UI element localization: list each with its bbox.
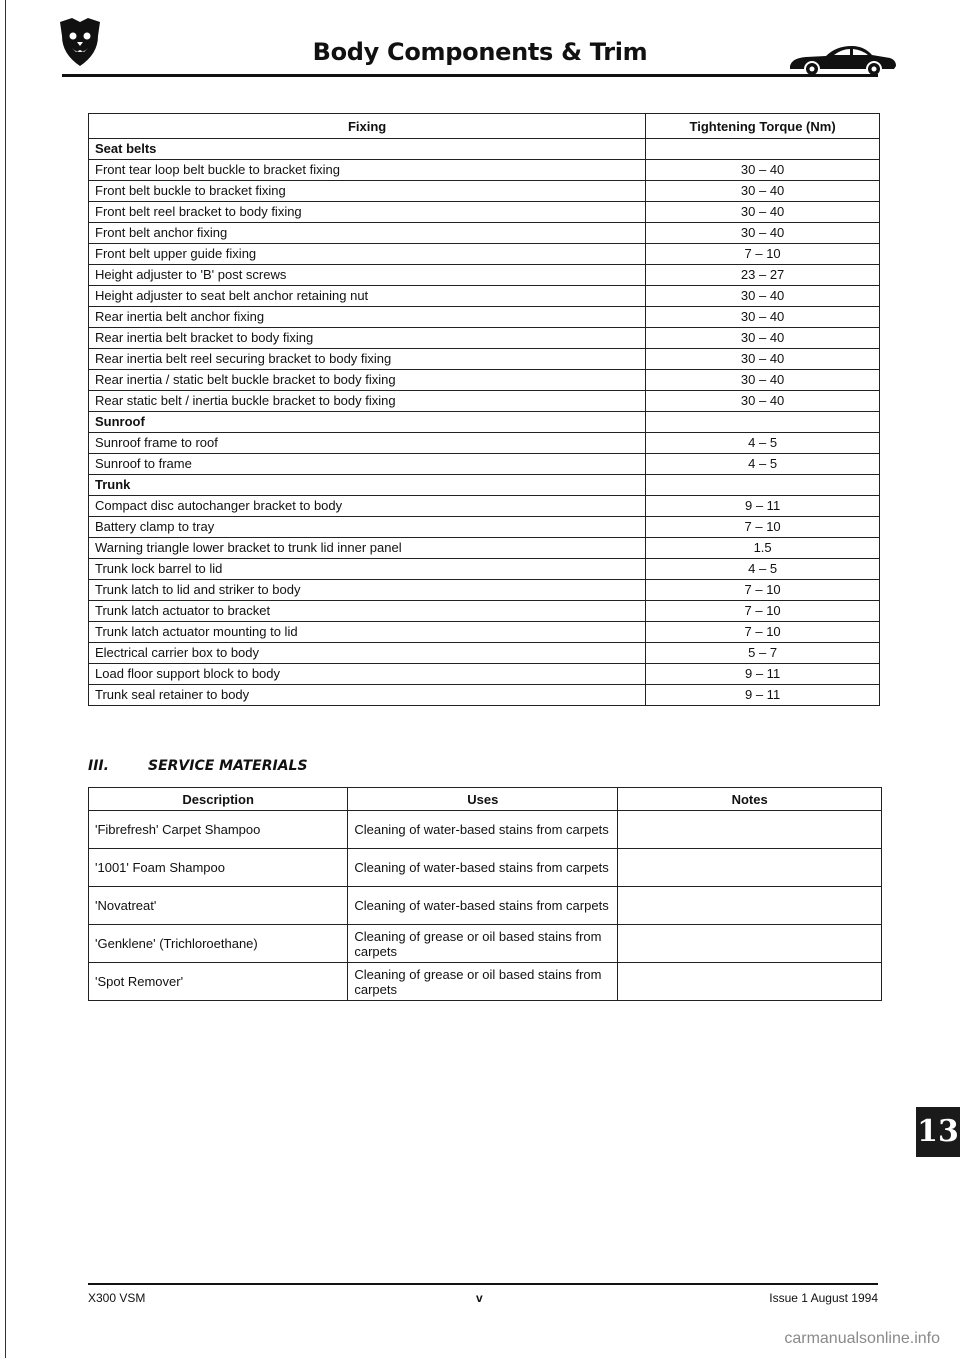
notes-cell [618, 811, 882, 849]
materials-table-header-row [89, 788, 882, 811]
fixing-cell: Seat belts [89, 139, 646, 160]
table-row [89, 685, 880, 706]
torque-cell: 1.5 [646, 538, 880, 559]
table-row [89, 849, 882, 887]
section-row [89, 412, 880, 433]
fixing-cell: Battery clamp to tray [89, 517, 646, 538]
table-row [89, 517, 880, 538]
column-header-torque: Tightening Torque (Nm) [646, 114, 880, 139]
table-row [89, 181, 880, 202]
fixing-cell: Electrical carrier box to body [89, 643, 646, 664]
notes-cell [618, 887, 882, 925]
fixing-cell: Height adjuster to 'B' post screws [89, 265, 646, 286]
fixing-cell: Trunk latch actuator mounting to lid [89, 622, 646, 643]
fixing-cell: Front belt buckle to bracket fixing [89, 181, 646, 202]
torque-cell: 30 – 40 [646, 160, 880, 181]
fixing-cell: Trunk [89, 475, 646, 496]
fixing-cell: Front belt anchor fixing [89, 223, 646, 244]
fixing-cell: Front tear loop belt buckle to bracket fixing [89, 160, 646, 181]
section-number: III. [88, 758, 109, 774]
page-header [0, 0, 960, 90]
description-cell: '1001' Foam Shampoo [89, 849, 348, 887]
fixing-cell: Sunroof to frame [89, 454, 646, 475]
torque-cell [646, 412, 880, 433]
table-row [89, 538, 880, 559]
torque-table-body [89, 139, 880, 706]
table-row [89, 559, 880, 580]
column-header-description: Description [89, 788, 348, 811]
fixing-cell: Front belt reel bracket to body fixing [89, 202, 646, 223]
torque-cell: 7 – 10 [646, 244, 880, 265]
table-row [89, 963, 882, 1001]
table-row [89, 286, 880, 307]
torque-cell: 30 – 40 [646, 181, 880, 202]
fixing-cell: Warning triangle lower bracket to trunk lid inner panel [89, 538, 646, 559]
uses-cell: Cleaning of water-based stains from carpets [348, 811, 618, 849]
description-cell: 'Genklene' (Trichloroethane) [89, 925, 348, 963]
fixing-cell: Load floor support block to body [89, 664, 646, 685]
table-row [89, 223, 880, 244]
column-header-notes: Notes [618, 788, 882, 811]
description-cell: 'Fibrefresh' Carpet Shampoo [89, 811, 348, 849]
fixing-cell: Trunk lock barrel to lid [89, 559, 646, 580]
uses-cell: Cleaning of water-based stains from carpets [348, 849, 618, 887]
torque-cell: 30 – 40 [646, 223, 880, 244]
torque-table-header-row [89, 114, 880, 139]
chapter-tab-marker: 13 [916, 1107, 960, 1157]
notes-cell [618, 963, 882, 1001]
table-row [89, 265, 880, 286]
torque-cell: 30 – 40 [646, 391, 880, 412]
car-silhouette-icon [786, 42, 898, 78]
torque-cell: 9 – 11 [646, 496, 880, 517]
fixing-cell: Trunk latch actuator to bracket [89, 601, 646, 622]
fixing-cell: Compact disc autochanger bracket to body [89, 496, 646, 517]
table-row [89, 643, 880, 664]
fixing-cell: Sunroof [89, 412, 646, 433]
fixing-cell: Trunk latch to lid and striker to body [89, 580, 646, 601]
torque-cell [646, 475, 880, 496]
notes-cell [618, 925, 882, 963]
service-materials-table [88, 787, 882, 1001]
torque-cell: 9 – 11 [646, 685, 880, 706]
torque-cell: 7 – 10 [646, 517, 880, 538]
table-row [89, 328, 880, 349]
header-rule [62, 74, 878, 77]
fixing-cell: Rear inertia belt reel securing bracket to body fixing [89, 349, 646, 370]
fixing-cell: Rear inertia / static belt buckle bracket to body fixing [89, 370, 646, 391]
fixing-cell: Rear static belt / inertia buckle bracket to body fixing [89, 391, 646, 412]
table-row [89, 664, 880, 685]
torque-cell: 7 – 10 [646, 622, 880, 643]
fixing-cell: Rear inertia belt anchor fixing [89, 307, 646, 328]
torque-cell: 4 – 5 [646, 559, 880, 580]
table-row [89, 622, 880, 643]
fixing-cell: Trunk seal retainer to body [89, 685, 646, 706]
footer-page-number: v [476, 1291, 483, 1305]
section-title: SERVICE MATERIALS [148, 758, 308, 774]
section-row [89, 139, 880, 160]
column-header-fixing: Fixing [89, 114, 646, 139]
section-row [89, 475, 880, 496]
watermark-text: carmanualsonline.info [784, 1330, 940, 1347]
table-row [89, 601, 880, 622]
torque-cell: 4 – 5 [646, 454, 880, 475]
torque-table [88, 113, 880, 706]
footer-rule [88, 1283, 878, 1285]
torque-cell [646, 139, 880, 160]
torque-cell: 7 – 10 [646, 580, 880, 601]
uses-cell: Cleaning of grease or oil based stains from carpets [348, 925, 618, 963]
torque-cell: 5 – 7 [646, 643, 880, 664]
table-row [89, 370, 880, 391]
footer-issue-date: Issue 1 August 1994 [769, 1291, 878, 1305]
fixing-cell: Height adjuster to seat belt anchor retaining nut [89, 286, 646, 307]
table-row [89, 887, 882, 925]
column-header-uses: Uses [348, 788, 618, 811]
torque-cell: 30 – 40 [646, 202, 880, 223]
table-row [89, 496, 880, 517]
torque-cell: 9 – 11 [646, 664, 880, 685]
materials-table-body [89, 811, 882, 1001]
table-row [89, 454, 880, 475]
table-row [89, 925, 882, 963]
torque-cell: 30 – 40 [646, 370, 880, 391]
description-cell: 'Novatreat' [89, 887, 348, 925]
table-row [89, 580, 880, 601]
notes-cell [618, 849, 882, 887]
uses-cell: Cleaning of water-based stains from carpets [348, 887, 618, 925]
uses-cell: Cleaning of grease or oil based stains from carpets [348, 963, 618, 1001]
torque-cell: 4 – 5 [646, 433, 880, 454]
table-row [89, 307, 880, 328]
table-row [89, 160, 880, 181]
torque-cell: 30 – 40 [646, 286, 880, 307]
torque-cell: 30 – 40 [646, 328, 880, 349]
torque-cell: 7 – 10 [646, 601, 880, 622]
torque-cell: 30 – 40 [646, 307, 880, 328]
torque-cell: 23 – 27 [646, 265, 880, 286]
description-cell: 'Spot Remover' [89, 963, 348, 1001]
footer-manual-code: X300 VSM [88, 1291, 146, 1305]
table-row [89, 349, 880, 370]
torque-cell: 30 – 40 [646, 349, 880, 370]
table-row [89, 244, 880, 265]
fixing-cell: Sunroof frame to roof [89, 433, 646, 454]
page-title: Body Components & Trim [312, 38, 648, 66]
fixing-cell: Rear inertia belt bracket to body fixing [89, 328, 646, 349]
table-row [89, 391, 880, 412]
scan-edge-line [5, 0, 6, 1358]
section-heading [88, 758, 308, 774]
table-row [89, 433, 880, 454]
table-row [89, 811, 882, 849]
fixing-cell: Front belt upper guide fixing [89, 244, 646, 265]
table-row [89, 202, 880, 223]
